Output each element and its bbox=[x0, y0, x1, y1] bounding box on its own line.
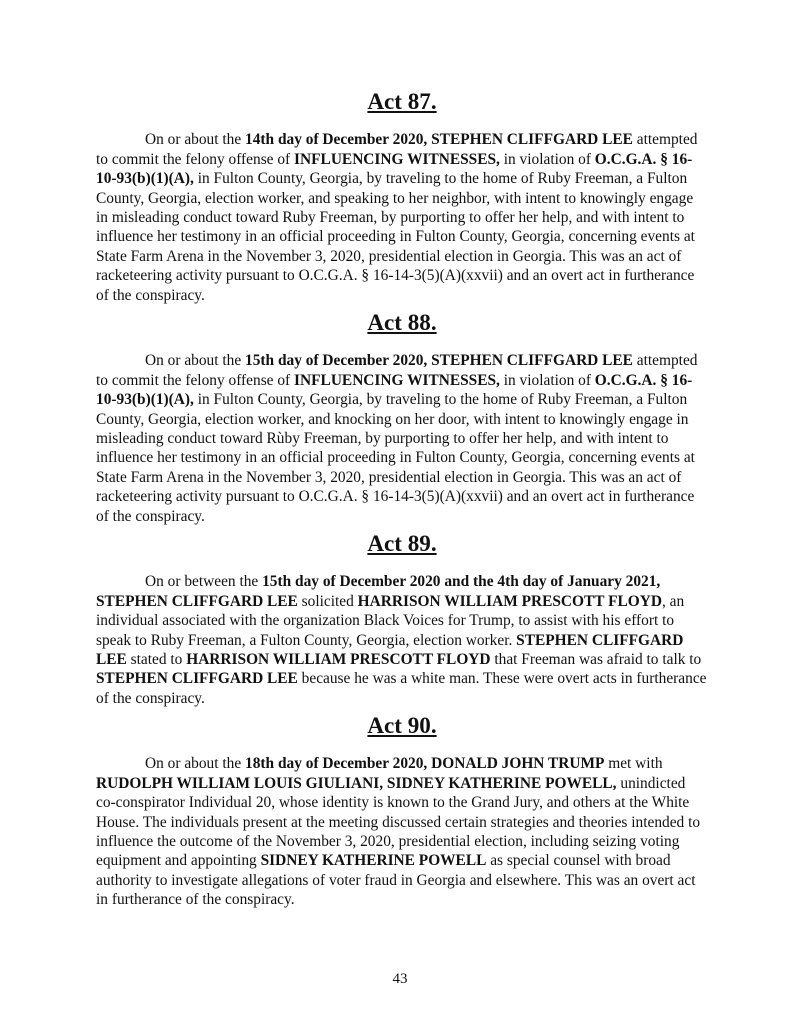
act-89-text-7: stated to bbox=[126, 651, 187, 669]
act-88-paragraph bbox=[96, 351, 708, 526]
act-90-text-6: SIDNEY KATHERINE POWELL bbox=[260, 852, 487, 870]
act-88-text-5: in violation of bbox=[499, 371, 595, 389]
act-90-paragraph bbox=[96, 754, 708, 909]
act-89-text-8: HARRISON WILLIAM PRESCOTT FLOYD bbox=[186, 651, 491, 669]
act-87-section bbox=[96, 88, 708, 305]
act-89-heading: Act 89. bbox=[367, 530, 437, 556]
act-89-text-6: STEPHEN CLIFFGARD LEE bbox=[96, 631, 684, 669]
act-89-text-2: 15th day of December 2020 and the 4th day of January 2021, STEPHEN CLIFFGARD LEE bbox=[96, 573, 661, 610]
act-89-section bbox=[96, 530, 708, 708]
act-89-paragraph bbox=[96, 572, 708, 708]
act-90-text-5: unindicted co-conspirator Individual 20, whose identity is known to the Grand Jury, and others at the White House. The individuals present at the meeting discussed certain strategies and theories intended to influence the outcome of the November 3, 2020, presidential election, including seizing voting equipment and appointing bbox=[96, 774, 701, 870]
act-87-text-5: in violation of bbox=[499, 150, 595, 168]
act-87-text-6: O.C.G.A. § 16-10-93(b)(1)(A), bbox=[96, 150, 693, 188]
act-89-text-1: On or between the bbox=[145, 573, 263, 591]
act-88-section bbox=[96, 309, 708, 526]
act-87-text-4: INFLUENCING WITNESSES, bbox=[294, 150, 500, 168]
act-88-text-6: O.C.G.A. § 16-10-93(b)(1)(A), bbox=[96, 371, 693, 409]
act-89-text-5: , an individual associated with the organization Black Voices for Trump, to assist with his effort to speak to Ruby Freeman, a Fulton County, Georgia, election worker. bbox=[96, 592, 685, 649]
act-87-text-2: 14th day of December 2020, STEPHEN CLIFFGARD LEE bbox=[245, 131, 633, 149]
act-90-text-2: 18th day of December 2020, DONALD JOHN TRUMP bbox=[245, 755, 605, 773]
act-87-text-7: in Fulton County, Georgia, by traveling to the home of Ruby Freeman, a Fulton County, Georgia, election worker, and speaking to her neighbor, with intent to knowingly engage in misleading conduct toward Ruby Freeman, by purporting to offer her help, and with intent to influence her testimony in an official proceeding in Fulton County, Georgia, concerning events at State Farm Arena in the November 3, 2020, presidential election in Georgia. This was an act of racketeering activity pursuant to O.C.G.A. § 16-14-3(5)(A)(xxvii) and an overt act in furtherance of the conspiracy. bbox=[96, 170, 695, 304]
act-90-text-4: RUDOLPH WILLIAM LOUIS GIULIANI, SIDNEY KATHERINE POWELL, bbox=[96, 774, 617, 792]
act-89-text-3: solicited bbox=[297, 592, 358, 610]
act-87-paragraph bbox=[96, 130, 708, 305]
act-88-text-3: attempted to commit the felony offense of bbox=[96, 352, 698, 389]
act-89-text-11: because he was a white man. These were overt acts in furtherance of the conspiracy. bbox=[96, 670, 707, 707]
act-90-text-1: On or about the bbox=[145, 755, 246, 773]
act-90-section bbox=[96, 712, 708, 910]
act-89-text-9: that Freeman was afraid to talk to bbox=[490, 651, 702, 669]
act-90-heading: Act 90. bbox=[367, 712, 437, 738]
act-88-text-1: On or about the bbox=[145, 352, 246, 370]
act-90-text-7: as special counsel with broad authority to investigate allegations of voter fraud in Georgia and elsewhere. This was an overt act in furtherance of the conspiracy. bbox=[96, 852, 696, 909]
act-88-text-2: 15th day of December 2020, STEPHEN CLIFFGARD LEE bbox=[245, 352, 633, 370]
act-89-text-4: HARRISON WILLIAM PRESCOTT FLOYD bbox=[357, 592, 662, 610]
page-number: 43 bbox=[392, 971, 408, 987]
act-88-heading: Act 88. bbox=[367, 309, 437, 335]
act-88-text-7: in Fulton County, Georgia, by traveling to the home of Ruby Freeman, a Fulton County, Georgia, election worker, and knocking on her door, with intent to knowingly engage in misleading conduct toward Rùby Freeman, by purporting to offer her help, and with intent to influence her testimony in an official proceeding in Fulton County, Georgia, concerning events at State Farm Arena in the November 3, 2020, presidential election in Georgia. This was an act of racketeering activity pursuant to O.C.G.A. § 16-14-3(5)(A)(xxvii) and an overt act in furtherance of the conspiracy. bbox=[96, 391, 695, 525]
act-89-text-10: STEPHEN CLIFFGARD LEE bbox=[96, 670, 298, 688]
act-87-heading: Act 87. bbox=[367, 88, 437, 114]
act-90-text-3: met with bbox=[604, 755, 663, 773]
act-87-text-3: attempted to commit the felony offense of bbox=[96, 131, 698, 168]
act-87-text-1: On or about the bbox=[145, 131, 246, 149]
act-88-text-4: INFLUENCING WITNESSES, bbox=[294, 371, 500, 389]
